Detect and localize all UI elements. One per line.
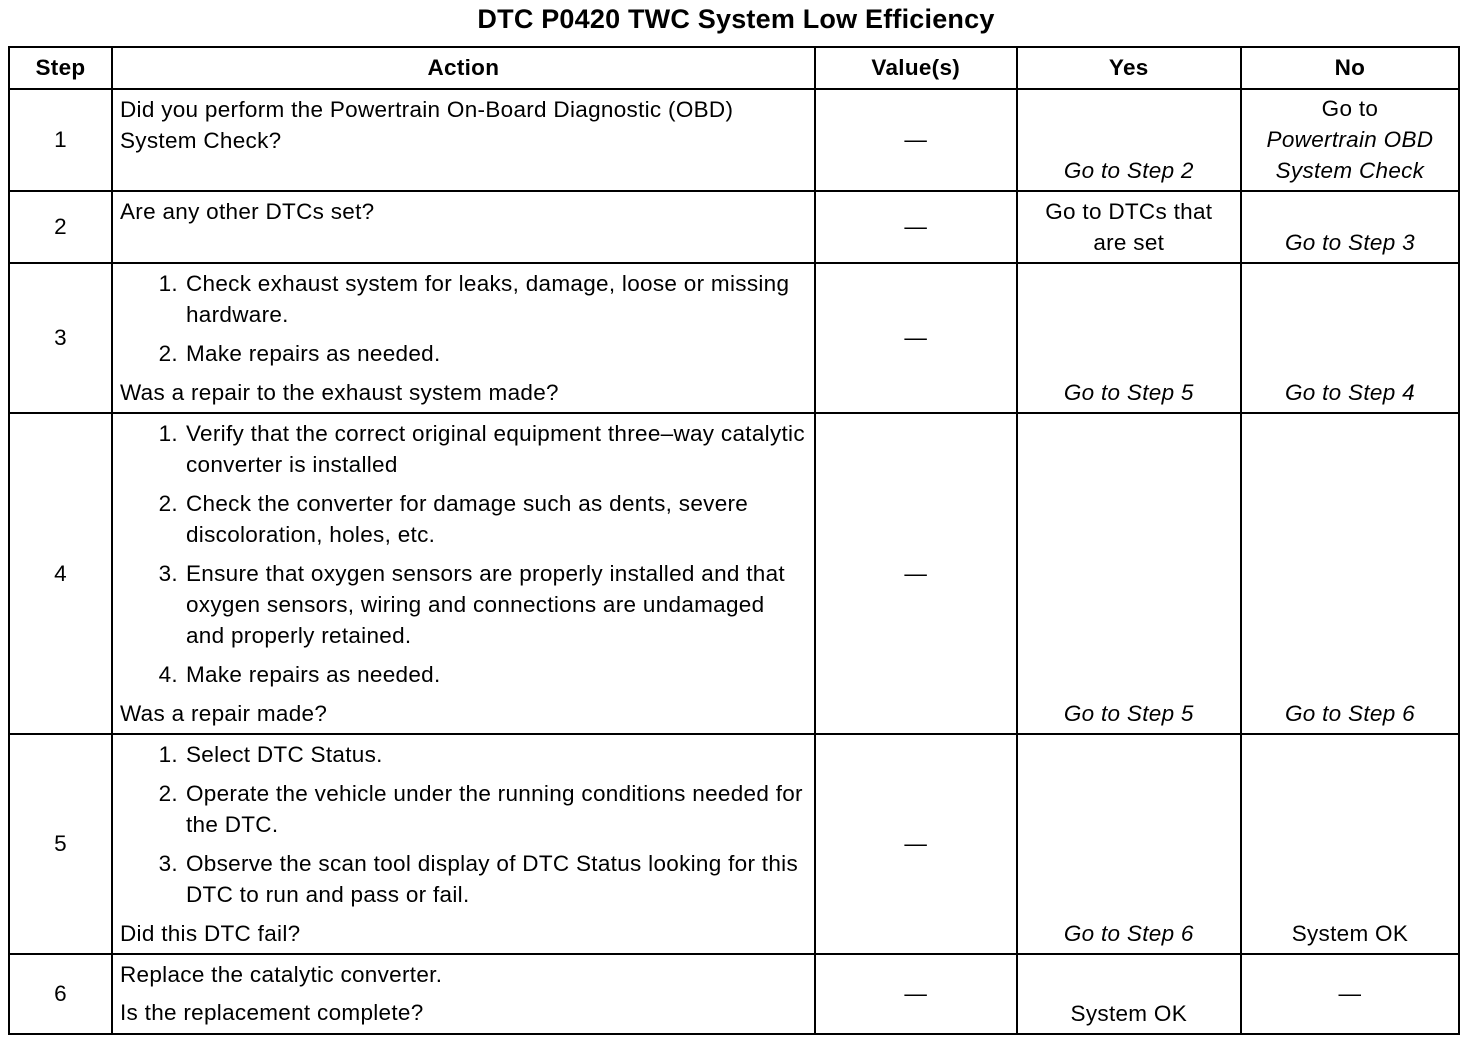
yes-cell: System OK: [1017, 954, 1241, 1034]
no-cell: Go to Step 4: [1241, 263, 1459, 413]
action-text: Did you perform the Powertrain On-Board Diagnostic (OBD) System Check?: [119, 97, 734, 153]
action-step-text: Ensure that oxygen sensors are properly installed and that oxygen sensors, wiring and connections are undamaged and properly retained.: [185, 561, 785, 648]
value-cell: —: [815, 89, 1017, 191]
yes-cell: Go to Step 6: [1017, 734, 1241, 954]
action-step-text: Check exhaust system for leaks, damage, loose or missing hardware.: [185, 271, 790, 327]
action-steps-list: [120, 739, 808, 910]
value-cell: —: [815, 734, 1017, 954]
no-cell: Go to Step 3: [1241, 191, 1459, 263]
document-title: DTC P0420 TWC System Low Efficiency: [477, 4, 995, 34]
action-question: Was a repair to the exhaust system made?: [119, 380, 559, 405]
step-number: 6: [9, 954, 112, 1034]
action-step-item: 2. Operate the vehicle under the running conditions needed for the DTC.: [158, 781, 803, 837]
action-step-item: 4. Make repairs as needed.: [158, 662, 441, 687]
action-question: Did this DTC fail?: [119, 921, 301, 946]
yes-cell: Go to Step 5: [1017, 413, 1241, 734]
action-step-item: 1. Verify that the correct original equipment three–way catalytic converter is installed: [158, 421, 805, 477]
diagnostic-table: [8, 46, 1460, 1035]
no-cell: System OK: [1241, 734, 1459, 954]
table-row-step-1: [9, 89, 1459, 191]
step-number: 1: [9, 89, 112, 191]
action-steps-list: [120, 268, 808, 369]
header-step: Step: [9, 47, 112, 89]
action-step-text: Verify that the correct original equipment three–way catalytic converter is installed: [185, 421, 805, 477]
no-cell: —: [1241, 954, 1459, 1034]
table-row-step-3: [9, 263, 1459, 413]
action-cell: [112, 191, 815, 263]
table-row-step-6: [9, 954, 1459, 1034]
action-step-item: 2. Check the converter for damage such as dents, severe discoloration, holes, etc.: [158, 491, 749, 547]
action-step-item: 3. Observe the scan tool display of DTC Status looking for this DTC to run and pass or fail.: [158, 851, 799, 907]
action-text: Are any other DTCs set?: [119, 199, 375, 224]
yes-cell: Go to DTCs that are set: [1017, 191, 1241, 263]
header-action: Action: [112, 47, 815, 89]
header-values: Value(s): [815, 47, 1017, 89]
table-row-step-2: [9, 191, 1459, 263]
table-row-step-4: [9, 413, 1459, 734]
header-yes: Yes: [1017, 47, 1241, 89]
action-text: Replace the catalytic converter.: [119, 962, 443, 987]
action-question: Is the replacement complete?: [119, 1000, 424, 1025]
yes-cell: Go to Step 5: [1017, 263, 1241, 413]
table-row-step-5: [9, 734, 1459, 954]
no-cell: [1241, 89, 1459, 191]
no-text-line2: Powertrain OBD System Check: [1266, 126, 1434, 183]
action-step-text: Make repairs as needed.: [185, 341, 441, 366]
action-step-text: Operate the vehicle under the running conditions needed for the DTC.: [185, 781, 803, 837]
no-text-line1: Go to: [1321, 95, 1379, 121]
action-step-text: Observe the scan tool display of DTC Status looking for this DTC to run and pass or fail.: [185, 851, 799, 907]
action-step-text: Check the converter for damage such as dents, severe discoloration, holes, etc.: [185, 491, 749, 547]
value-cell: —: [815, 954, 1017, 1034]
action-step-item: 3. Ensure that oxygen sensors are properly installed and that oxygen sensors, wiring and connections are undamaged and properly retained.: [158, 561, 785, 648]
header-no: No: [1241, 47, 1459, 89]
step-number: 2: [9, 191, 112, 263]
action-cell: [112, 413, 815, 734]
value-cell: —: [815, 413, 1017, 734]
step-number: 4: [9, 413, 112, 734]
action-step-item: 2. Make repairs as needed.: [158, 341, 441, 366]
action-steps-list: [120, 418, 808, 690]
yes-cell: Go to Step 2: [1017, 89, 1241, 191]
step-number: 3: [9, 263, 112, 413]
action-cell: [112, 734, 815, 954]
action-step-item: 1. Select DTC Status.: [158, 742, 383, 767]
action-cell: [112, 954, 815, 1034]
action-question: Was a repair made?: [119, 701, 328, 726]
value-cell: —: [815, 263, 1017, 413]
action-step-text: Select DTC Status.: [185, 742, 383, 767]
action-step-item: 1. Check exhaust system for leaks, damage, loose or missing hardware.: [158, 271, 790, 327]
action-cell: [112, 89, 815, 191]
no-cell: Go to Step 6: [1241, 413, 1459, 734]
header-row: [9, 47, 1459, 89]
step-number: 5: [9, 734, 112, 954]
action-cell: [112, 263, 815, 413]
value-cell: —: [815, 191, 1017, 263]
action-step-text: Make repairs as needed.: [185, 662, 441, 687]
